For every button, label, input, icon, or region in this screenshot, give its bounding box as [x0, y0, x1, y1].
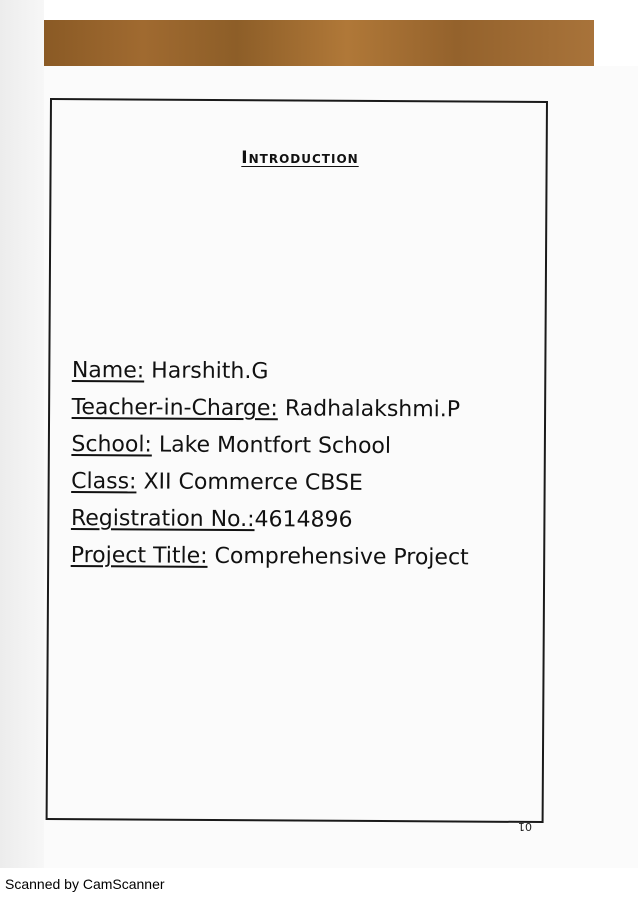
- page-title: Introduction: [241, 148, 359, 168]
- name-field: [72, 352, 542, 392]
- teacher-label: Teacher-in-Charge:: [71, 394, 278, 422]
- details-list: [71, 352, 542, 577]
- registration-field: [71, 500, 541, 540]
- registration-value: 4614896: [254, 507, 353, 533]
- school-value: Lake Montfort School: [151, 432, 392, 459]
- registration-label: Registration No.:: [70, 505, 255, 533]
- name-label: Name:: [71, 357, 145, 384]
- project-title-value: Comprehensive Project: [207, 543, 469, 571]
- project-title-label: Project Title:: [70, 542, 208, 569]
- class-label: Class:: [71, 468, 137, 495]
- class-value: XII Commerce CBSE: [136, 469, 363, 496]
- background-left: [0, 0, 44, 870]
- name-value: Harshith.G: [144, 358, 269, 385]
- page-number: 01: [518, 820, 532, 833]
- school-label: School:: [71, 431, 152, 458]
- teacher-field: [72, 389, 542, 429]
- teacher-value: Radhalakshmi.P: [277, 396, 461, 423]
- class-field: [71, 463, 541, 503]
- project-title-field: [71, 537, 541, 577]
- scanner-watermark: Scanned by CamScanner: [5, 876, 165, 892]
- table-edge: [44, 20, 594, 66]
- school-field: [71, 426, 541, 466]
